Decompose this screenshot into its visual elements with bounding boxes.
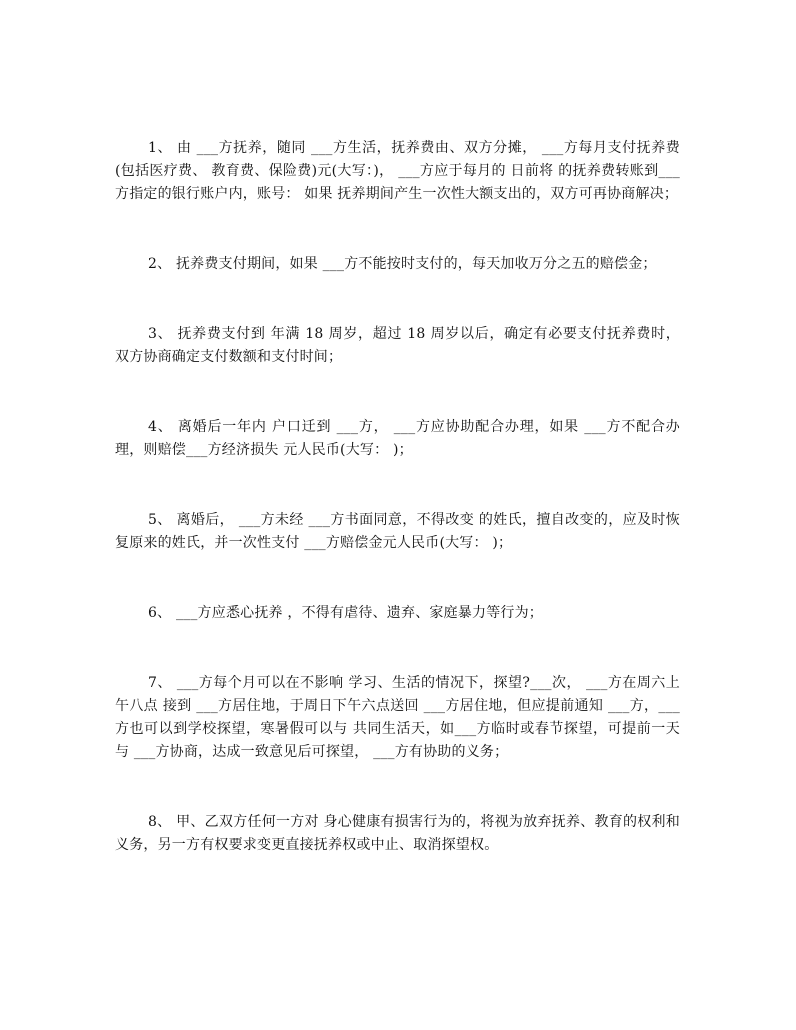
- clause-4: 4、 离婚后一年内 户口迁到 ___方， ___方应协助配合办理，如果 ___方不配合办理，则赔偿___方经济损失 元人民币(大写： )；: [115, 419, 680, 458]
- clause-2: 2、 抚养费支付期间，如果 ___方不能按时支付的，每天加收万分之五的赔偿金；: [148, 256, 657, 272]
- document-body: [115, 137, 680, 857]
- clause-1: 1、 由 ___方抚养，随同 ___方生活，抚养费由、双方分摊， ___方每月支付抚养费(包括医疗费、 教育费、保险费)元(大写：)， ___方应于每月的 日前将 的抚养费转账到___方指定的银行账户内，账号： 如果 抚养期间产生一次性大额支出的，双方可再协商解决；: [115, 140, 680, 202]
- clause-6: 6、 ___方应悉心抚养 ，不得有虐待、遗弃、家庭暴力等行为；: [148, 605, 544, 621]
- clause-3: 3、 抚养费支付到 年满 18 周岁，超过 18 周岁以后，确定有必要支付抚养费时， 双方协商确定支付数额和支付时间；: [115, 326, 680, 365]
- clause-8: 8、 甲、乙双方任何一方对 身心健康有损害行为的，将视为放弃抚养、教育的权利和义务，另一方有权要求变更直接抚养权或中止、取消探望权。: [115, 814, 680, 853]
- clause-5: 5、 离婚后， ___方未经 ___方书面同意，不得改变 的姓氏，擅自改变的，应及时恢复原来的姓氏，并一次性支付 ___方赔偿金元人民币(大写： )；: [115, 512, 680, 551]
- clause-7: 7、 ___方每个月可以在不影响 学习、生活的情况下，探望?___次， ___方在周六上午八点 接到 ___方居住地，于周日下午六点送回 ___方居住地，但应提前通知 ___方，___方也可以到学校探望，寒暑假可以与 共同生活天，如___方临时或春节探望，可提前一天与 ___方协商，达成一致意见后可探望， ___方有协助的义务；: [115, 675, 680, 760]
